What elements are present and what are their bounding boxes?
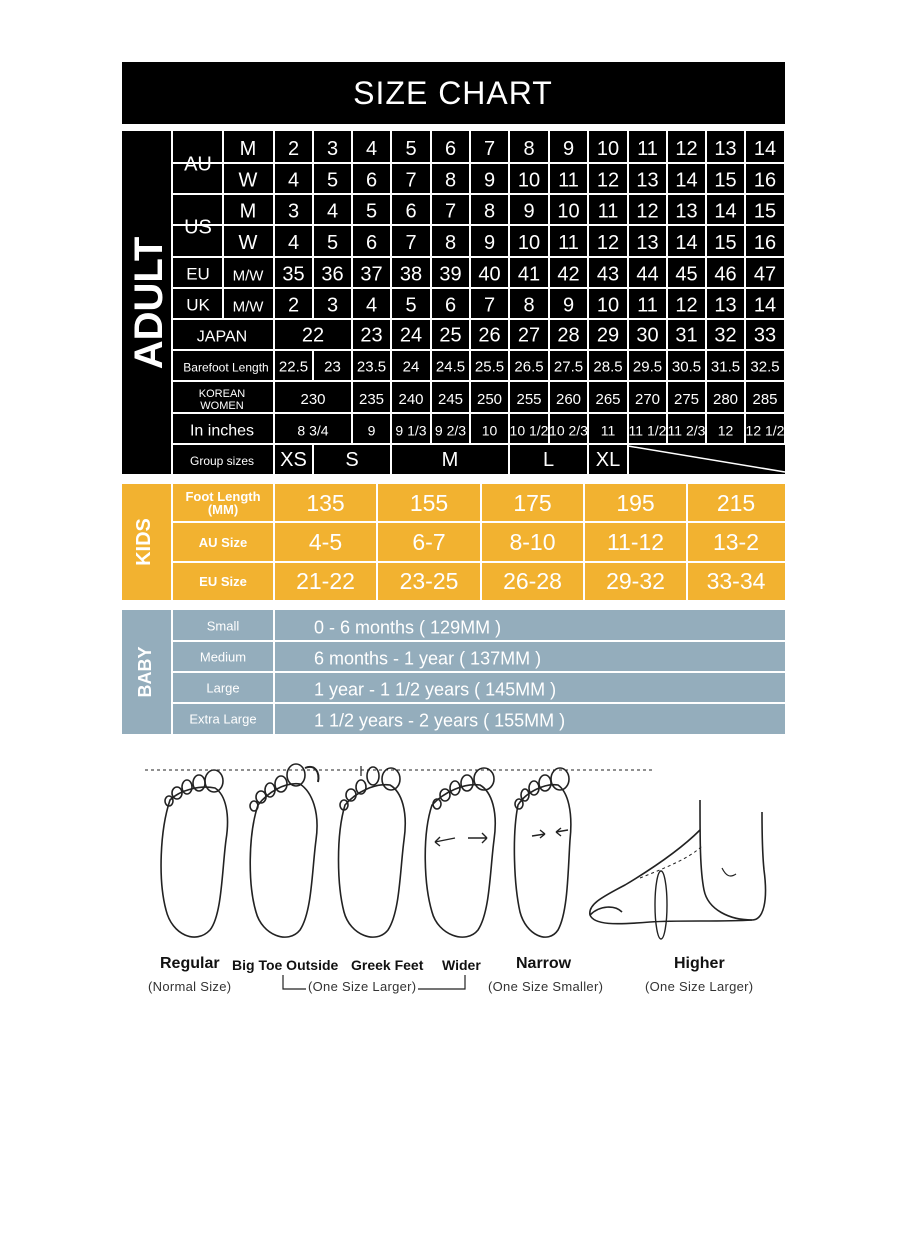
japan-label: JAPAN xyxy=(196,328,248,346)
adult-size-value: 11 xyxy=(637,294,658,317)
adult-size-value: 5 xyxy=(326,232,339,254)
baby-row-label: Medium xyxy=(199,649,247,665)
adult-size-value: 44 xyxy=(636,263,659,286)
barefoot-value: 23 xyxy=(324,358,341,376)
adult-size-value: 10 xyxy=(517,232,541,254)
kids-size-value: 26-28 xyxy=(503,568,562,594)
korean-value: 265 xyxy=(595,391,621,408)
japan-value: 22 xyxy=(301,324,325,347)
adult-size-value: 39 xyxy=(439,263,462,286)
au-group-label: AU xyxy=(184,153,212,176)
korean-value: 285 xyxy=(752,391,778,408)
adult-row-sub-label: W xyxy=(238,169,258,192)
adult-size-value: 3 xyxy=(287,200,300,223)
adult-size-value: 41 xyxy=(517,263,541,286)
adult-size-value: 10 xyxy=(517,169,541,192)
adult-size-value: 13 xyxy=(714,138,737,160)
kids-section-label: KIDS xyxy=(133,518,155,566)
group-size-value: L xyxy=(542,449,555,471)
inches-value: 12 1/2 xyxy=(745,422,785,439)
note-one-size-larger-higher: (One Size Larger) xyxy=(645,979,754,994)
kids-size-value: 135 xyxy=(306,490,345,516)
adult-size-value: 11 xyxy=(558,169,579,192)
group-sizes-label: Group sizes xyxy=(189,454,255,468)
label-greek-feet: Greek Feet xyxy=(351,957,424,973)
adult-size-value: 16 xyxy=(753,232,777,254)
inches-value: 9 1/3 xyxy=(395,422,427,439)
japan-value: 25 xyxy=(439,324,462,347)
label-narrow: Narrow xyxy=(516,955,572,972)
korean-value: 240 xyxy=(398,391,424,408)
kids-size-value: 8-10 xyxy=(509,529,556,555)
adult-size-value: 4 xyxy=(287,169,300,192)
adult-row-sub-label: M/W xyxy=(232,267,264,285)
baby-row-label: Small xyxy=(206,618,240,634)
label-big-toe-outside: Big Toe Outside xyxy=(232,957,339,973)
adult-size-value: 8 xyxy=(523,294,535,317)
japan-value: 33 xyxy=(753,324,777,347)
label-higher: Higher xyxy=(674,955,725,972)
adult-size-value: 8 xyxy=(523,138,535,160)
japan-value: 28 xyxy=(557,324,580,347)
barefoot-value: 24.5 xyxy=(435,358,466,376)
barefoot-value: 25.5 xyxy=(474,358,505,376)
baby-row-label: Large xyxy=(206,680,240,696)
kids-size-value: 29-32 xyxy=(606,568,665,594)
kids-size-value: 11-12 xyxy=(606,529,665,555)
note-normal-size: (Normal Size) xyxy=(148,979,232,994)
kids-row-label: EU Size xyxy=(199,574,247,589)
adult-size-value: 9 xyxy=(562,294,575,317)
barefoot-value: 23.5 xyxy=(356,358,387,376)
adult-size-value: 2 xyxy=(287,294,300,317)
adult-size-value: 9 xyxy=(523,200,535,223)
adult-size-value: 10 xyxy=(596,138,620,160)
adult-size-value: 43 xyxy=(596,263,620,286)
note-one-size-smaller: (One Size Smaller) xyxy=(488,979,604,994)
adult-size-value: 9 xyxy=(483,232,496,254)
barefoot-value: 32.5 xyxy=(750,358,780,376)
adult-size-value: 11 xyxy=(558,232,579,254)
adult-size-value: 45 xyxy=(675,263,698,286)
barefoot-value: 31.5 xyxy=(710,358,741,376)
adult-size-value: 10 xyxy=(557,200,580,223)
adult-size-value: 14 xyxy=(714,200,737,223)
kids-row-label: Foot Length xyxy=(185,489,261,504)
japan-value: 23 xyxy=(360,324,383,347)
adult-section-label: ADULT xyxy=(127,236,171,370)
inches-value: 10 xyxy=(481,422,498,439)
inches-label: In inches xyxy=(189,422,255,440)
adult-size-value: 14 xyxy=(675,232,698,254)
kids-size-value: 21-22 xyxy=(296,568,355,594)
japan-value: 30 xyxy=(636,324,659,347)
baby-age-range: 1 1/2 years - 2 years ( 155MM ) xyxy=(314,710,566,731)
inches-value: 8 3/4 xyxy=(297,422,329,439)
label-regular: Regular xyxy=(160,955,220,972)
inches-value: 11 2/3 xyxy=(667,422,706,439)
adult-size-value: 5 xyxy=(326,169,339,192)
adult-size-value: 6 xyxy=(444,294,457,317)
korean-value: 270 xyxy=(634,391,661,408)
adult-size-value: 3 xyxy=(326,294,339,317)
label-wider: Wider xyxy=(442,957,481,973)
adult-size-value: 14 xyxy=(675,169,698,192)
adult-size-value: 8 xyxy=(483,200,496,223)
baby-age-range: 1 year - 1 1/2 years ( 145MM ) xyxy=(314,679,557,700)
kids-size-value: 4-5 xyxy=(308,529,343,555)
inches-value: 11 1/2 xyxy=(628,422,667,439)
adult-size-value: 11 xyxy=(637,138,658,160)
adult-size-value: 6 xyxy=(365,232,378,254)
adult-size-value: 4 xyxy=(326,200,339,223)
adult-size-value: 14 xyxy=(753,294,777,317)
adult-size-value: 47 xyxy=(753,263,777,286)
adult-size-value: 3 xyxy=(326,138,339,160)
barefoot-value: 26.5 xyxy=(514,358,544,376)
inches-value: 9 2/3 xyxy=(434,422,467,439)
group-size-value: M xyxy=(441,449,459,471)
adult-size-value: 5 xyxy=(405,138,417,160)
baby-age-range: 6 months - 1 year ( 137MM ) xyxy=(314,648,542,669)
adult-size-value: 36 xyxy=(321,263,344,286)
adult-size-value: 4 xyxy=(365,294,378,317)
korean-label: KOREAN xyxy=(198,388,246,400)
japan-value: 31 xyxy=(675,324,698,347)
note-one-size-larger: (One Size Larger) xyxy=(308,979,417,994)
korean-value: 245 xyxy=(437,391,464,408)
kids-size-value: 6-7 xyxy=(412,529,446,555)
adult-size-value: 6 xyxy=(444,138,457,160)
eu-group-label: EU xyxy=(186,264,210,284)
adult-size-value: 5 xyxy=(405,294,417,317)
adult-size-value: 13 xyxy=(636,232,659,254)
barefoot-value: 22.5 xyxy=(278,358,309,376)
adult-size-value: 12 xyxy=(596,232,620,254)
adult-size-value: 12 xyxy=(596,169,620,192)
adult-size-value: 8 xyxy=(444,169,457,192)
inches-value: 9 xyxy=(367,422,376,439)
adult-size-value: 7 xyxy=(405,232,417,254)
barefoot-label: Barefoot Length xyxy=(183,360,269,375)
inches-value: 10 1/2 xyxy=(509,422,549,439)
inches-value: 12 xyxy=(717,422,734,439)
adult-size-value: 7 xyxy=(405,169,417,192)
adult-size-value: 38 xyxy=(399,263,423,286)
kids-row-label: (MM) xyxy=(207,502,239,517)
korean-value: 250 xyxy=(476,391,503,408)
kids-size-value: 13-2 xyxy=(712,529,760,555)
kids-size-value: 33-34 xyxy=(706,568,766,594)
japan-value: 29 xyxy=(596,324,620,347)
adult-size-value: 40 xyxy=(478,263,501,286)
kids-size-value: 215 xyxy=(716,490,756,516)
baby-row-label: Extra Large xyxy=(189,711,257,727)
uk-group-label: UK xyxy=(186,295,210,315)
adult-size-value: 42 xyxy=(557,263,580,286)
adult-size-value: 15 xyxy=(714,169,737,192)
adult-size-value: 4 xyxy=(287,232,300,254)
adult-size-value: 6 xyxy=(365,169,378,192)
adult-size-value: 5 xyxy=(365,200,378,223)
japan-value: 27 xyxy=(517,324,541,347)
inches-value: 11 xyxy=(600,422,616,439)
korean-value: 260 xyxy=(555,391,582,408)
kids-size-value: 155 xyxy=(409,490,449,516)
korean-label: WOMEN xyxy=(200,400,244,412)
adult-row-sub-label: W xyxy=(238,232,258,254)
adult-size-value: 10 xyxy=(596,294,620,317)
inches-value: 10 2/3 xyxy=(549,422,588,439)
adult-size-value: 2 xyxy=(287,138,300,160)
adult-size-value: 9 xyxy=(483,169,496,192)
japan-value: 32 xyxy=(714,324,737,347)
adult-row-sub-label: M xyxy=(239,200,257,223)
adult-size-value: 13 xyxy=(714,294,737,317)
korean-value: 235 xyxy=(358,391,385,408)
adult-size-value: 15 xyxy=(714,232,737,254)
us-group-label: US xyxy=(184,216,212,239)
japan-value: 26 xyxy=(478,324,501,347)
baby-section-label: BABY xyxy=(135,646,155,698)
group-size-value: XS xyxy=(280,449,307,471)
kids-row-label: AU Size xyxy=(198,535,248,550)
adult-size-value: 15 xyxy=(753,200,777,223)
group-size-value: XL xyxy=(595,449,621,471)
kids-size-value: 195 xyxy=(616,490,655,516)
adult-size-value: 12 xyxy=(636,200,659,223)
adult-row-sub-label: M/W xyxy=(232,298,264,316)
kids-size-value: 175 xyxy=(513,490,552,516)
adult-size-value: 6 xyxy=(405,200,417,223)
adult-size-value: 7 xyxy=(444,200,457,223)
adult-size-value: 8 xyxy=(444,232,457,254)
adult-size-value: 11 xyxy=(597,200,619,223)
adult-size-value: 14 xyxy=(753,138,777,160)
adult-size-value: 46 xyxy=(714,263,737,286)
korean-value: 280 xyxy=(712,391,739,408)
adult-size-value: 16 xyxy=(753,169,777,192)
korean-value: 255 xyxy=(516,391,542,408)
adult-size-value: 12 xyxy=(675,138,698,160)
kids-size-value: 23-25 xyxy=(399,568,459,594)
barefoot-value: 29.5 xyxy=(632,358,663,376)
adult-size-value: 9 xyxy=(562,138,575,160)
barefoot-value: 27.5 xyxy=(553,358,584,376)
barefoot-value: 28.5 xyxy=(593,358,623,376)
korean-value: 275 xyxy=(673,391,700,408)
chart-title: SIZE CHART xyxy=(353,75,553,111)
adult-size-value: 13 xyxy=(636,169,659,192)
adult-size-value: 7 xyxy=(483,294,496,317)
adult-size-value: 35 xyxy=(282,263,305,286)
group-size-value: S xyxy=(345,449,359,471)
japan-value: 24 xyxy=(399,324,423,347)
adult-size-value: 12 xyxy=(675,294,698,317)
adult-size-value: 37 xyxy=(360,263,383,286)
adult-size-value: 7 xyxy=(483,138,496,160)
adult-size-value: 13 xyxy=(675,200,698,223)
korean-value: 230 xyxy=(300,391,326,408)
barefoot-value: 30.5 xyxy=(671,358,702,376)
baby-age-range: 0 - 6 months ( 129MM ) xyxy=(314,617,502,638)
barefoot-value: 24 xyxy=(402,358,420,376)
adult-size-value: 4 xyxy=(365,138,378,160)
adult-row-sub-label: M xyxy=(239,138,257,160)
